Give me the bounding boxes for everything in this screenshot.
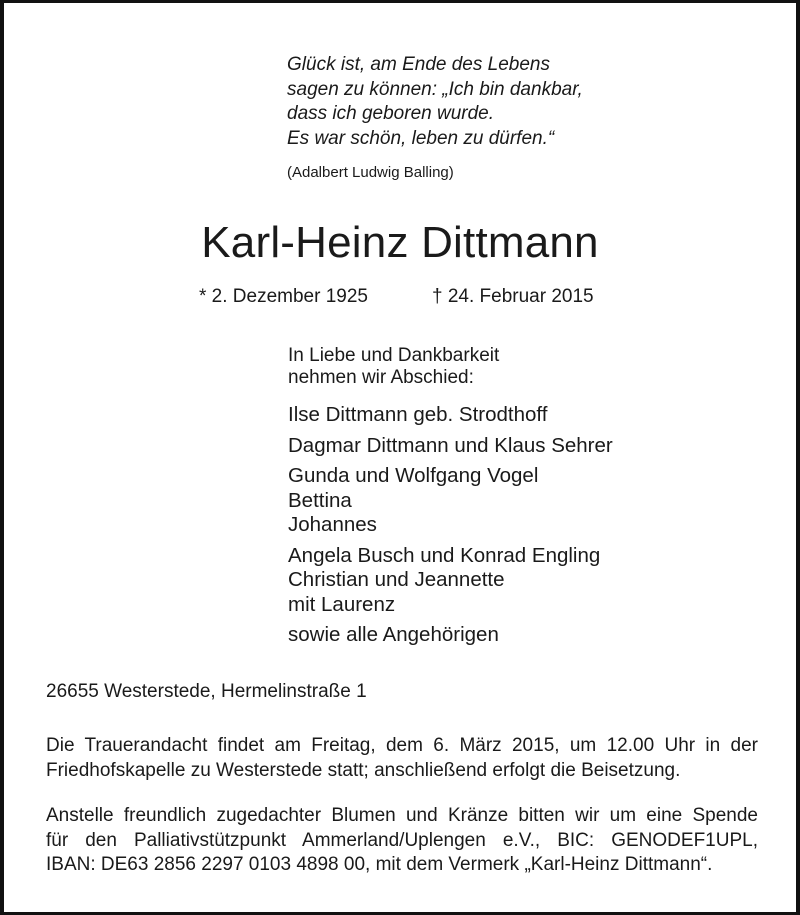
mourner-name: Dagmar Dittmann und Klaus Sehrer — [288, 433, 613, 457]
birth-date: * 2. Dezember 1925 — [199, 286, 368, 307]
mourner-group — [288, 623, 613, 648]
mourner-group — [288, 434, 613, 459]
service-info — [46, 734, 758, 783]
mourner-name: sowie alle Angehörigen — [288, 623, 499, 646]
mourner-name: Christian und Jeannette — [288, 568, 505, 591]
mourners-intro — [288, 345, 499, 389]
quote-line: dass ich geboren wurde. — [287, 103, 495, 124]
service-line: Friedhofskapelle zu Westerstede statt; anschließend erfolgt die Beisetzung. — [46, 759, 681, 781]
donation-info — [46, 804, 758, 878]
death-date: † 24. Februar 2015 — [432, 286, 594, 307]
mourner-name: Johannes — [288, 513, 377, 536]
intro-line: In Liebe und Dankbarkeit — [288, 345, 500, 366]
donation-line: Anstelle freundlich zugedachter Blumen und Kränze bitten wir um eine Spende — [46, 805, 758, 826]
mourner-name: Ilse Dittmann geb. Strodthoff — [288, 403, 548, 426]
service-line: Die Trauerandacht findet am Freitag, dem 6. März 2015, um 12.00 Uhr in der — [46, 735, 758, 756]
mourner-name: Gunda und Wolfgang Vogel — [288, 464, 539, 487]
mourner-group — [288, 464, 613, 538]
mourner-group — [288, 544, 613, 618]
quote-line: sagen zu können: „Ich bin dankbar, — [287, 78, 583, 100]
mourner-group — [288, 403, 613, 428]
intro-line: nehmen wir Abschied: — [288, 367, 474, 388]
mourners-list — [288, 403, 613, 654]
donation-line: IBAN: DE63 2856 2297 0103 4898 00, mit dem Vermerk „Karl-Heinz Dittmann“. — [46, 854, 713, 875]
family-address: 26655 Westerstede, Hermelinstraße 1 — [46, 681, 367, 702]
quote-line: Glück ist, am Ende des Lebens — [287, 54, 550, 75]
mourner-name: mit Laurenz — [288, 592, 396, 616]
mourner-name: Bettina — [288, 488, 352, 512]
deceased-name: Karl-Heinz Dittmann — [201, 218, 599, 267]
quote — [287, 53, 583, 151]
quote-author: (Adalbert Ludwig Balling) — [287, 164, 454, 181]
mourner-name: Angela Busch und Konrad Engling — [288, 543, 601, 567]
quote-line: Es war schön, leben zu dürfen.“ — [287, 127, 555, 149]
donation-line: für den Palliativstützpunkt Ammerland/Uplengen e.V., BIC: GENODEF1UPL, — [46, 829, 758, 851]
